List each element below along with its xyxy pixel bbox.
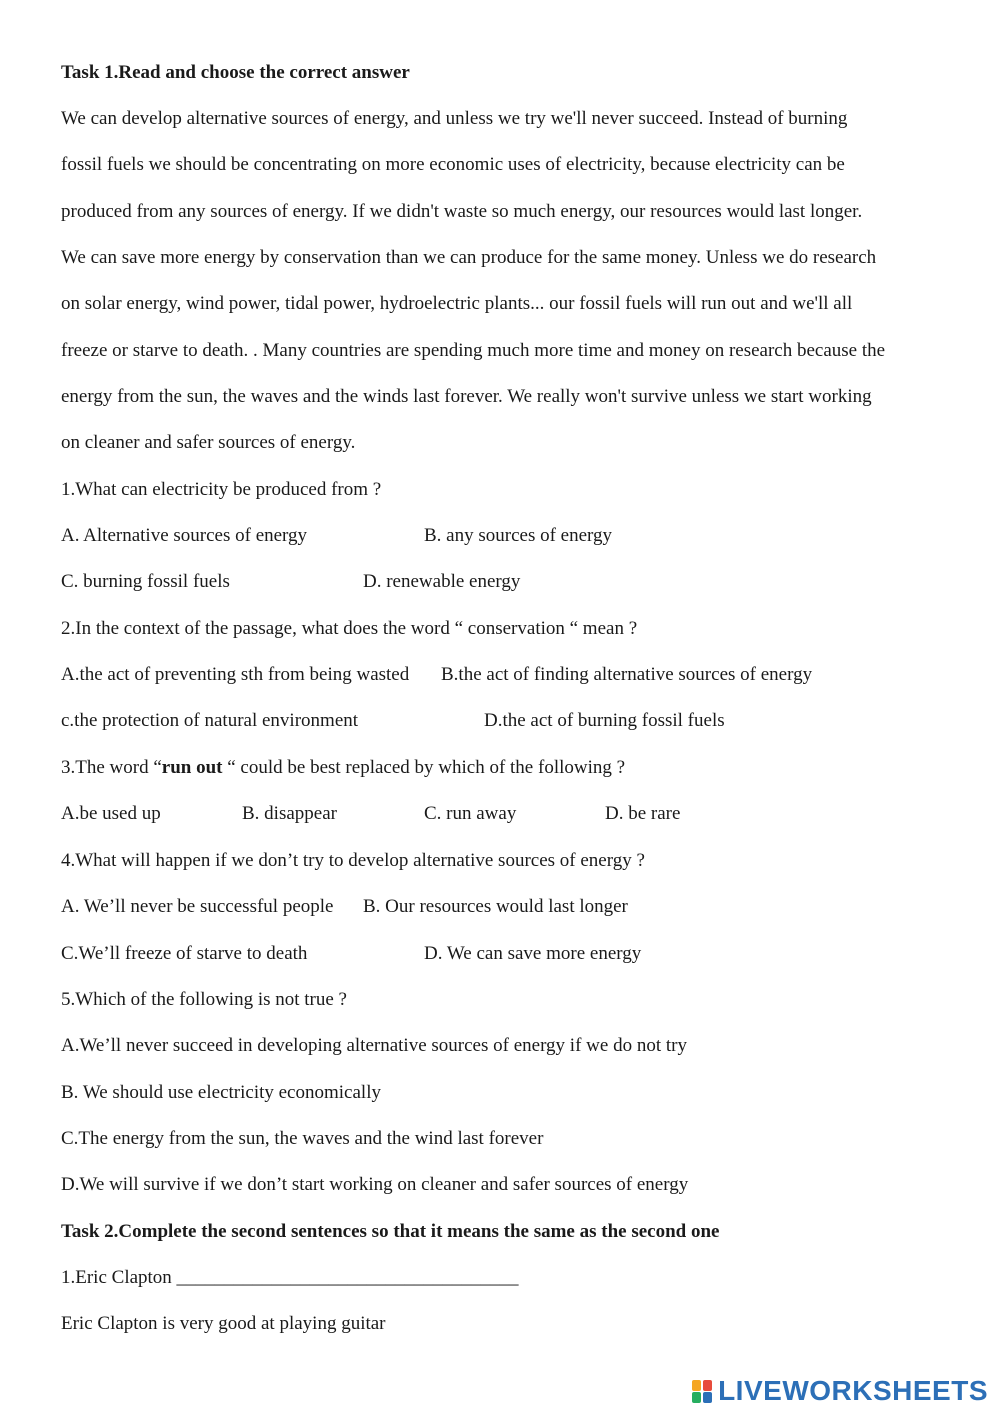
question-3 [61,756,625,780]
task2-title: Task 2.Complete the second sentences so that it means the same as the second one [61,1221,720,1242]
q4-option-d[interactable]: D. We can save more energy [424,943,642,964]
logo-mark-icon [692,1378,714,1404]
question-1: 1.What can electricity be produced from ? [61,479,382,500]
q1-option-d[interactable]: D. renewable energy [363,571,521,592]
q2-option-d[interactable]: D.the act of burning fossil fuels [484,710,725,731]
brand-name: LIVEWORKSHEETS [718,1375,988,1406]
passage-line: on solar energy, wind power, tidal power, hydroelectric plants... our fossil fuels will run out and we'll all [61,293,853,314]
passage-line: fossil fuels we should be concentrating on more economic uses of electricity, because electricity can be [61,154,845,175]
q3-option-a[interactable]: A.be used up [61,803,161,824]
passage-line: energy from the sun, the waves and the winds last forever. We really won't survive unless we start working [61,386,872,407]
liveworksheets-logo [692,1374,988,1408]
q3-option-d[interactable]: D. be rare [605,803,681,824]
task2-item1-original: Eric Clapton is very good at playing guitar [61,1313,386,1334]
q1-option-c[interactable]: C. burning fossil fuels [61,571,230,592]
passage-line: on cleaner and safer sources of energy. [61,432,356,453]
q5-option-a[interactable]: A.We’ll never succeed in developing alternative sources of energy if we do not try [61,1035,687,1056]
task2-item1-answer-line[interactable]: 1.Eric Clapton ____________________________________ [61,1267,519,1288]
q4-option-a[interactable]: A. We’ll never be successful people [61,896,334,917]
question-2: 2.In the context of the passage, what does the word “ conservation “ mean ? [61,618,638,639]
q5-option-d[interactable]: D.We will survive if we don’t start working on cleaner and safer sources of energy [61,1174,689,1195]
passage-line: produced from any sources of energy. If we didn't waste so much energy, our resources would last longer. [61,201,863,222]
q4-option-b[interactable]: B. Our resources would last longer [363,896,628,917]
q3-suffix: “ could be best replaced by which of the following ? [222,757,626,778]
passage-line: We can save more energy by conservation than we can produce for the same money. Unless we do research [61,247,877,268]
q3-option-b[interactable]: B. disappear [242,803,337,824]
q5-option-c[interactable]: C.The energy from the sun, the waves and the wind last forever [61,1128,544,1149]
q1-option-a[interactable]: A. Alternative sources of energy [61,525,308,546]
q3-option-c[interactable]: C. run away [424,803,517,824]
task1-title: Task 1.Read and choose the correct answer [61,62,410,83]
q4-option-c[interactable]: C.We’ll freeze of starve to death [61,943,308,964]
q2-option-a[interactable]: A.the act of preventing sth from being wasted [61,664,410,685]
q1-option-b[interactable]: B. any sources of energy [424,525,613,546]
q3-keyword: run out [161,757,223,778]
q2-option-c[interactable]: c.the protection of natural environment [61,710,359,731]
q5-option-b[interactable]: B. We should use electricity economically [61,1082,381,1103]
question-4: 4.What will happen if we don’t try to develop alternative sources of energy ? [61,850,645,871]
passage-line: We can develop alternative sources of energy, and unless we try we'll never succeed. Instead of burning [61,108,848,129]
passage-line: freeze or starve to death. . Many countries are spending much more time and money on research because the [61,340,886,361]
question-5: 5.Which of the following is not true ? [61,989,347,1010]
q3-prefix: 3.The word “ [61,757,162,778]
q2-option-b[interactable]: B.the act of finding alternative sources of energy [441,664,813,685]
